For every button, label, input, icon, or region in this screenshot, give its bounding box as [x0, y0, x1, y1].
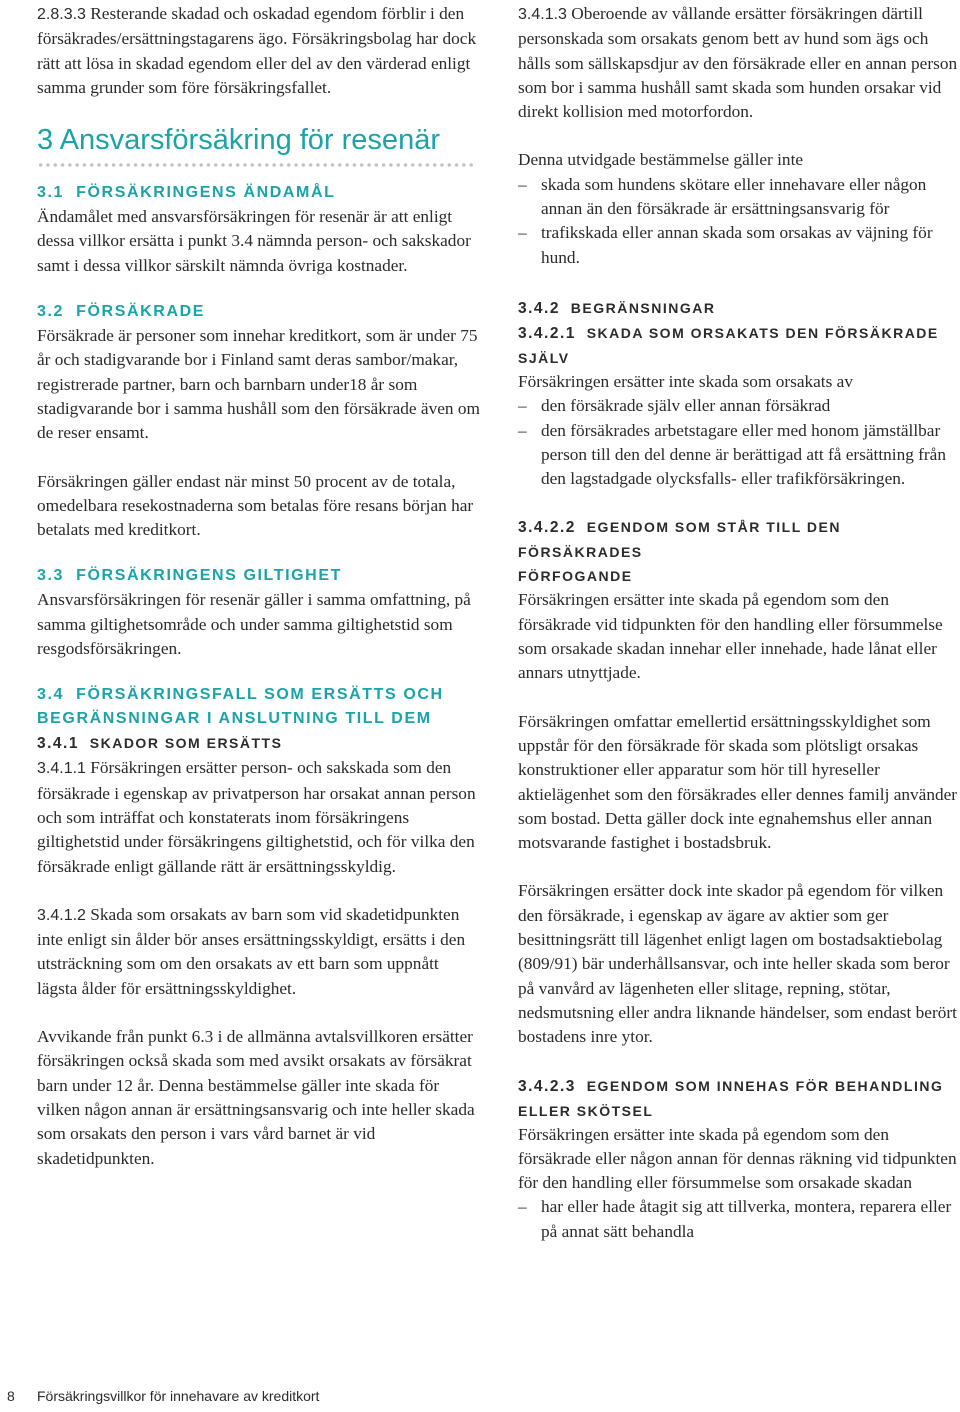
- list-item: – den försäkrade själv eller annan försäkrad: [518, 394, 960, 418]
- section-3-4-1-1: 3.4.1.1 Försäkringen ersätter person- och sakskada som den försäkrade i egenskap av privatperson har orsakat annan person och som inträffat och konstaterats inom försäkringens giltighetstid under försäkringens giltighetstid, och för vilka den försäkrade enligt gällande rätt är ersättningsskyldig.: [37, 758, 476, 876]
- paragraph: Försäkringen omfattar emellertid ersättningsskyldighet som uppstår för den försäkrade för skada som plötsligt orsakas konstruktioner eller apparatur som hör till hyreseller aktielägenhet som den försäkrades eller dennes familj använder som bostad. Detta gäller dock inte egnahemshus eller annan motsvarande fastighet i bostadsbruk.: [518, 711, 958, 853]
- dash-bullet-icon: –: [518, 1197, 527, 1217]
- dotted-divider: [37, 162, 476, 168]
- paragraph: Ändamålet med ansvarsförsäkringen för resenär är att enligt dessa villkor ersätta i punkt 3.4 nämnda person- och sakskador samt i dessa villkor särskilt nämnda övriga kostnader.: [37, 207, 471, 275]
- subsection-heading: 3.4.2.1 SKADA SOM ORSAKATS DEN FÖRSÄKRADE SJÄLV: [518, 324, 939, 366]
- subsection-heading: 3.4.1 SKADOR SOM ERSÄTTS: [37, 735, 283, 753]
- subsection-heading: 3.4.2.2 EGENDOM SOM STÅR TILL DEN FÖRSÄKRADES FÖRFOGANDE: [518, 519, 841, 585]
- section-3-1: [37, 181, 480, 278]
- list-item: – trafikskada eller annan skada som orsakas av väjning för hund.: [518, 223, 933, 267]
- section-2-8-3-3: [37, 2, 480, 100]
- dash-bullet-icon: –: [518, 223, 527, 243]
- section-3-3: [37, 564, 480, 661]
- section-heading: 3.4 FÖRSÄKRINGSFALL SOM ERSÄTTS OCH BEGRÄNSNINGAR I ANSLUTNING TILL DEM: [37, 686, 444, 728]
- right-column: [518, 0, 960, 1244]
- section-3-4-2-2: [518, 515, 960, 1049]
- left-column: [37, 0, 480, 1171]
- paragraph: Försäkringen gäller endast när minst 50 procent av de totala, omedelbara resekostnaderna som betalas före resans början har betalats med kreditkort.: [37, 471, 474, 540]
- paragraph: Denna utvidgade bestämmelse gäller inte: [518, 150, 804, 170]
- page-number: 8: [7, 1388, 15, 1404]
- list-item: – har eller hade åtagit sig att tillverka, montera, reparera eller på annat sätt behandla: [518, 1197, 952, 1241]
- paragraph: Resterande skadad och oskadad egendom förblir i den försäkrades/ersättningstagarens ägo. Försäkringsbolag har dock rätt att lösa in skadad egendom eller del av den värderad enligt samma grunder som före försäkringsfallet.: [37, 4, 477, 97]
- section-number: 2.8.3.3: [37, 6, 86, 23]
- section-3-4-1-3: 3.4.1.3 Oberoende av vållande ersätter försäkringen därtill personskada som orsakats genom bett av hund som ägs och hålls som sällskapsdjur av den försäkrade eller en annan person som bor i samma hushåll samt skada som hunden orsakar vid direkt kollision med motorfordon.: [518, 4, 958, 122]
- paragraph: Ansvarsförsäkringen för resenär gäller i samma omfattning, på samma giltighetsområde och under samma giltighetstid som resgodsförsäkringen.: [37, 590, 471, 659]
- paragraph: Försäkringen ersätter inte skada på egendom som den försäkrade eller någon annan för dennas räkning vid tidpunkten för den handling eller försummelse som orsakade skadan: [518, 1124, 957, 1193]
- dash-bullet-icon: –: [518, 396, 527, 416]
- chapter-heading: [37, 122, 480, 168]
- paragraph: Avvikande från punkt 6.3 i de allmänna avtalsvillkoren ersätter försäkringen också skada som med avsikt orsakats av försäkrat barn under 12 år. Denna bestämmelse gäller inte skada för vilken någon annan är ersättningsansvarig och inte heller skada som orsakats den person i vars vård barnet är vid skadetidpunkten.: [37, 1027, 475, 1168]
- subsection-heading: 3.4.2.3 EGENDOM SOM INNEHAS FÖR BEHANDLING ELLER SKÖTSEL: [518, 1077, 944, 1119]
- paragraph: Försäkringen ersätter dock inte skador på egendom för vilken den försäkrade, i egenskap av ägare av aktier som ger besittningsrätt till lägenhet enligt lagen om bostadsaktiebolag (809/91) bär underhållsansvar, och inte heller skada som beror på vanvård av lägenheten eller slitage, repning, stötar, nedsmutsning eller andra liknande händelser, som endast berört bostadens inre ytor.: [518, 881, 957, 1047]
- section-heading: 3.3 FÖRSÄKRINGENS GILTIGHET: [37, 567, 342, 585]
- utvidgade-exclusions: [518, 148, 960, 269]
- paragraph: Försäkringen ersätter inte skada som orsakats av: [518, 371, 853, 391]
- list-item: – skada som hundens skötare eller innehavare eller någon annan än den försäkrade är ersättningsansvarig för: [518, 174, 927, 219]
- chapter-number: 3: [37, 124, 54, 157]
- section-heading: 3.2 FÖRSÄKRADE: [37, 303, 206, 321]
- footer-title: Försäkringsvillkor för innehavare av kreditkort: [37, 1388, 320, 1404]
- section-3-2: [37, 300, 480, 542]
- subsection-heading: 3.4.2 BEGRÄNSNINGAR: [518, 299, 716, 317]
- section-3-4: [37, 683, 480, 1170]
- paragraph: Försäkrade är personer som innehar kreditkort, som är under 75 år och stadigvarande bor i Finland samt deras sambor/makar, registrerade partner, barn och barnbarn under18 år som stadigvarande bor i samma hushåll som den försäkrade även om de reser ensamt.: [37, 326, 480, 443]
- section-3-4-2-3: [518, 1074, 960, 1244]
- section-heading: 3.1 FÖRSÄKRINGENS ÄNDAMÅL: [37, 184, 336, 202]
- section-3-4-2: [518, 296, 960, 491]
- paragraph: Försäkringen ersätter inte skada på egendom som den försäkrade vid tidpunkten för den handling eller försummelse som orsakade skadan innehar eller innehade, hade lånat eller annars utnyttjade.: [518, 590, 943, 683]
- dash-bullet-icon: –: [518, 174, 527, 194]
- chapter-title: Ansvarsförsäkring för resenär: [59, 124, 440, 157]
- dash-bullet-icon: –: [518, 420, 527, 440]
- section-3-4-1-2: 3.4.1.2 Skada som orsakats av barn som vid skadetidpunkten inte enligt sin ålder bör anses ersättningsskyldigt, ersätts i den utsträckning som om den orsakats av ett barn som uppnått lägsta ålder för ersättningsskyldighet.: [37, 904, 466, 998]
- list-item: – den försäkrades arbetstagare eller med honom jämställbar person till den del denne är berättigad att få ersättning från den lagstadgade olycksfalls- eller trafikförsäkringen.: [518, 420, 946, 489]
